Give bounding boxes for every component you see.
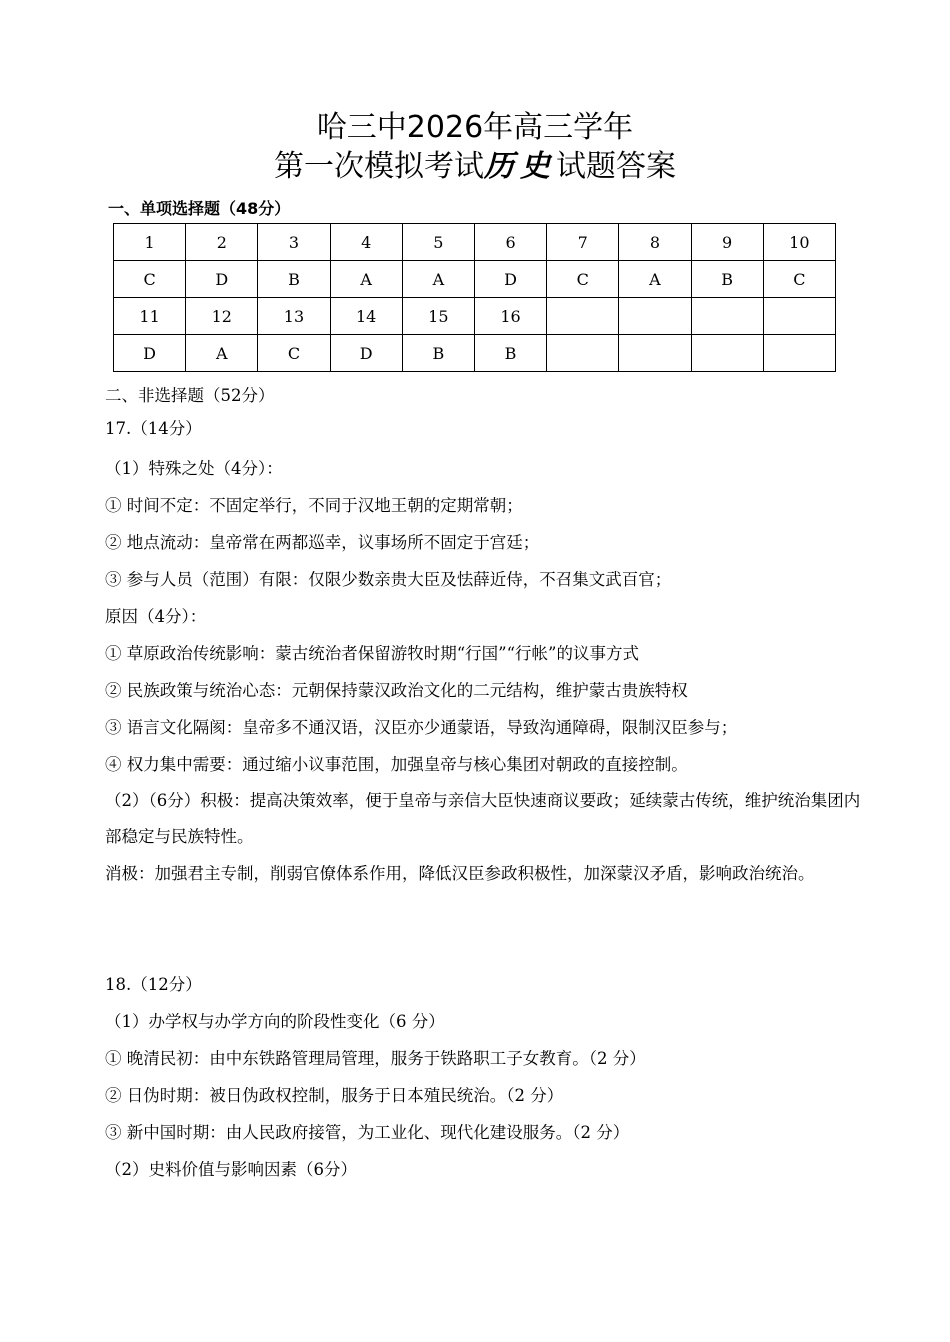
table-row xyxy=(114,224,836,261)
table-cell: C xyxy=(258,335,330,372)
table-cell: A xyxy=(619,261,691,298)
table-cell: D xyxy=(186,261,258,298)
list-item: ③ 语言文化隔阂：皇帝多不通汉语，汉臣亦少通蒙语，导致沟通障碍，限制汉臣参与； xyxy=(105,718,738,737)
table-cell: 5 xyxy=(402,224,474,261)
q18-part2-heading: （2）史料价值与影响因素（6分） xyxy=(105,1160,357,1179)
table-cell: 11 xyxy=(114,298,186,335)
table-row xyxy=(114,335,836,372)
table-cell xyxy=(619,298,691,335)
title-suffix: 试题答案 xyxy=(556,149,676,184)
title-prefix: 第一次模拟考试 xyxy=(274,149,484,184)
table-cell: B xyxy=(691,261,763,298)
table-cell xyxy=(547,298,619,335)
section1-heading: 一、单项选择题（48分） xyxy=(108,199,291,218)
q18-label: 18.（12分） xyxy=(105,975,202,994)
table-cell: 12 xyxy=(186,298,258,335)
title-subject: 历史 xyxy=(484,149,556,184)
table-cell: 10 xyxy=(763,224,835,261)
table-cell: C xyxy=(763,261,835,298)
table-cell xyxy=(619,335,691,372)
table-cell xyxy=(691,335,763,372)
table-cell: 13 xyxy=(258,298,330,335)
table-cell: 16 xyxy=(474,298,546,335)
list-item: ② 地点流动：皇帝常在两都巡幸，议事场所不固定于宫廷； xyxy=(105,533,540,552)
table-row xyxy=(114,261,836,298)
list-item: ④ 权力集中需要：通过缩小议事范围，加强皇帝与核心集团对朝政的直接控制。 xyxy=(105,755,688,774)
q18-part1-heading: （1）办学权与办学方向的阶段性变化（6 分） xyxy=(105,1012,445,1031)
table-cell xyxy=(763,335,835,372)
table-cell: 4 xyxy=(330,224,402,261)
q17-reason-heading: 原因（4分）： xyxy=(105,607,207,626)
page-title-line2 xyxy=(0,146,950,188)
table-cell: B xyxy=(474,335,546,372)
q17-part2-positive: （2）（6分）积极：提高决策效率，便于皇帝与亲信大臣快速商议要政；延续蒙古传统，维护统治集团内部稳定与民族特性。 xyxy=(105,791,861,846)
answer-table xyxy=(113,223,836,372)
table-cell: C xyxy=(547,261,619,298)
table-cell: 8 xyxy=(619,224,691,261)
table-cell xyxy=(547,335,619,372)
table-cell: A xyxy=(402,261,474,298)
table-row xyxy=(114,298,836,335)
table-cell xyxy=(763,298,835,335)
list-item: ① 草原政治传统影响：蒙古统治者保留游牧时期“行国”“行帐”的议事方式 xyxy=(105,644,639,663)
list-item: ③ 新中国时期：由人民政府接管，为工业化、现代化建设服务。（2 分） xyxy=(105,1123,630,1142)
table-cell: 6 xyxy=(474,224,546,261)
list-item: ② 日伪时期：被日伪政权控制，服务于日本殖民统治。（2 分） xyxy=(105,1086,564,1105)
table-cell: A xyxy=(186,335,258,372)
table-cell: D xyxy=(114,335,186,372)
table-cell: 14 xyxy=(330,298,402,335)
table-cell: 9 xyxy=(691,224,763,261)
q17-part1-heading: （1）特殊之处（4分）： xyxy=(105,459,283,478)
table-cell: D xyxy=(330,335,402,372)
q17-label: 17.（14分） xyxy=(105,419,202,438)
list-item: ① 晚清民初：由中东铁路管理局管理，服务于铁路职工子女教育。（2 分） xyxy=(105,1049,646,1068)
table-cell: 7 xyxy=(547,224,619,261)
list-item: ② 民族政策与统治心态：元朝保持蒙汉政治文化的二元结构，维护蒙古贵族特权 xyxy=(105,681,688,700)
table-cell: A xyxy=(330,261,402,298)
table-cell xyxy=(691,298,763,335)
table-cell: 2 xyxy=(186,224,258,261)
table-cell: B xyxy=(402,335,474,372)
section2-heading: 二、非选择题（52分） xyxy=(105,386,275,405)
table-cell: 15 xyxy=(402,298,474,335)
list-item: ① 时间不定：不固定举行，不同于汉地王朝的定期常朝； xyxy=(105,496,523,515)
table-cell: C xyxy=(114,261,186,298)
q17-part2-negative: 消极：加强君主专制，削弱官僚体系作用，降低汉臣参政积极性，加深蒙汉矛盾，影响政治统治。 xyxy=(105,864,815,883)
list-item: ③ 参与人员（范围）有限：仅限少数亲贵大臣及怯薛近侍，不召集文武百官； xyxy=(105,570,672,589)
table-cell: B xyxy=(258,261,330,298)
table-cell: 3 xyxy=(258,224,330,261)
table-cell: D xyxy=(474,261,546,298)
page-title-line1: 哈三中2026年高三学年 xyxy=(316,110,634,145)
table-cell: 1 xyxy=(114,224,186,261)
